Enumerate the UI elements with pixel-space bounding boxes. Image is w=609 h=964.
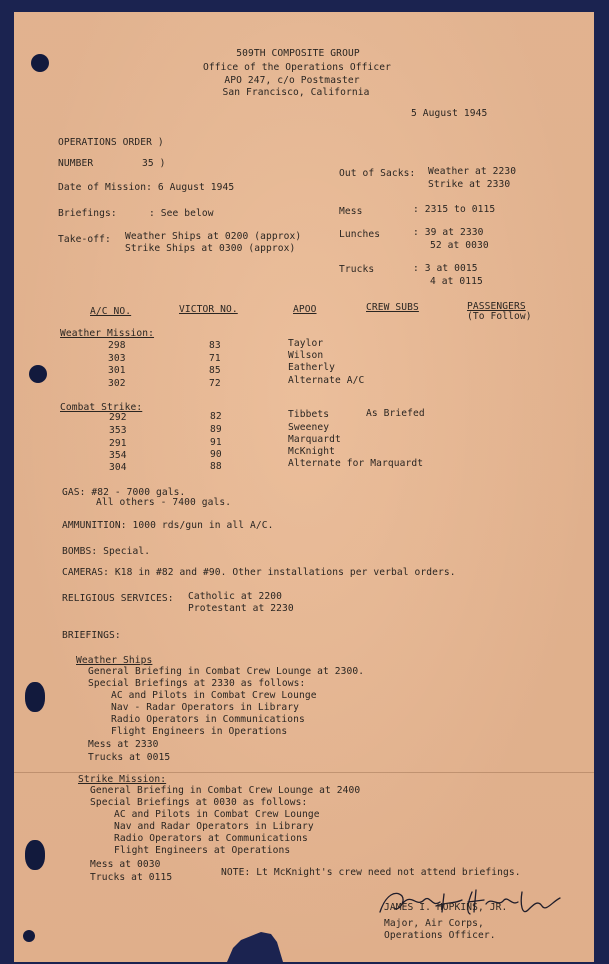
order-number-label: NUMBER — [58, 158, 94, 169]
order-number-value: 35 ) — [142, 158, 166, 169]
strike-briefing-item: AC and Pilots in Combat Crew Lounge — [114, 809, 320, 820]
strike-special-briefings: Special Briefings at 0030 as follows: — [90, 797, 308, 808]
cs-crew: As Briefed — [366, 408, 425, 419]
punch-hole — [25, 840, 45, 870]
ammunition: AMMUNITION: 1000 rds/gun in all A/C. — [62, 520, 274, 531]
sacks-weather: Weather at 2230 — [428, 166, 517, 177]
cs-apoo: Tibbets — [288, 409, 330, 420]
signatory-title: Operations Officer. — [384, 930, 496, 941]
order-label: OPERATIONS ORDER ) — [58, 137, 164, 148]
col-victor-no: VICTOR NO. — [179, 304, 238, 315]
gas-line-2: All others - 7400 gals. — [96, 497, 232, 508]
wm-ac: 303 — [108, 353, 126, 364]
bombs: BOMBS: Special. — [62, 546, 151, 557]
header-apo: APO 247, c/o Postmaster — [224, 75, 360, 86]
col-ac-no: A/C NO. — [90, 306, 132, 317]
cs-apoo: Marquardt — [288, 434, 341, 445]
strike-briefing-item: Radio Operators at Communications — [114, 833, 308, 844]
header-city: San Francisco, California — [222, 87, 370, 98]
takeoff-strike: Strike Ships at 0300 (approx) — [125, 243, 296, 254]
signatory-name: JAMES I. HOPKINS, JR. — [384, 902, 508, 913]
strike-briefing-item: Flight Engineers at Operations — [114, 845, 291, 856]
cs-victor: 82 — [210, 411, 222, 422]
weather-mess: Mess at 2330 — [88, 739, 159, 750]
weather-mission-heading: Weather Mission: — [60, 328, 155, 339]
sacks-strike: Strike at 2330 — [428, 179, 511, 190]
wm-victor: 83 — [209, 340, 221, 351]
lunches-1: : 39 at 2330 — [413, 227, 484, 238]
document-page — [14, 12, 594, 962]
trucks-2: 4 at 0115 — [430, 276, 483, 287]
wm-victor: 71 — [209, 353, 221, 364]
religious-label: RELIGIOUS SERVICES: — [62, 593, 174, 604]
religious-catholic: Catholic at 2200 — [188, 591, 283, 602]
order-date: 5 August 1945 — [411, 108, 488, 119]
lunches-label: Lunches — [339, 229, 381, 240]
fold-line — [14, 772, 594, 773]
punch-hole — [25, 682, 45, 712]
wm-apoo: Alternate A/C — [288, 375, 365, 386]
religious-protestant: Protestant at 2230 — [188, 603, 294, 614]
wm-apoo: Eatherly — [288, 362, 336, 373]
cs-apoo: Alternate for Marquardt — [288, 458, 424, 469]
weather-briefing-item: Nav - Radar Operators in Library — [111, 702, 300, 713]
signatory-rank: Major, Air Corps, — [384, 918, 484, 929]
torn-corner — [227, 930, 283, 962]
briefings-label: Briefings: — [58, 208, 117, 219]
cs-victor: 91 — [210, 437, 222, 448]
sacks-label: Out of Sacks: — [339, 168, 416, 179]
mission-date: Date of Mission: 6 August 1945 — [58, 182, 235, 193]
strike-mess: Mess at 0030 — [90, 859, 161, 870]
wm-victor: 85 — [209, 365, 221, 376]
strike-trucks: Trucks at 0115 — [90, 872, 173, 883]
weather-ships-title: Weather Ships — [76, 655, 153, 666]
weather-trucks: Trucks at 0015 — [88, 752, 171, 763]
cs-ac: 354 — [109, 450, 127, 461]
col-passengers-note: (To Follow) — [467, 311, 532, 322]
takeoff-weather: Weather Ships at 0200 (approx) — [125, 231, 302, 242]
strike-general-briefing: General Briefing in Combat Crew Lounge at 2400 — [90, 785, 361, 796]
cs-apoo: McKnight — [288, 446, 336, 457]
col-passengers: PASSENGERS — [467, 301, 526, 312]
wm-victor: 72 — [209, 378, 221, 389]
cs-ac: 292 — [109, 412, 127, 423]
wm-apoo: Taylor — [288, 338, 324, 349]
weather-briefing-item: Flight Engineers in Operations — [111, 726, 288, 737]
header-org: 509TH COMPOSITE GROUP — [236, 48, 360, 59]
cameras: CAMERAS: K18 in #82 and #90. Other installations per verbal orders. — [62, 567, 456, 578]
briefings-heading: BRIEFINGS: — [62, 630, 121, 641]
cs-ac: 353 — [109, 425, 127, 436]
punch-hole — [23, 930, 35, 942]
weather-briefing-item: Radio Operators in Communications — [111, 714, 305, 725]
wm-ac: 302 — [108, 378, 126, 389]
cs-victor: 88 — [210, 461, 222, 472]
strike-briefing-item: Nav and Radar Operators in Library — [114, 821, 314, 832]
punch-hole — [29, 365, 47, 383]
lunches-2: 52 at 0030 — [430, 240, 489, 251]
strike-mission-title: Strike Mission: — [78, 774, 167, 785]
header-office: Office of the Operations Officer — [202, 62, 392, 73]
cs-ac: 304 — [109, 462, 127, 473]
col-crew-subs: CREW SUBS — [366, 302, 419, 313]
col-apoo: APOO — [293, 304, 317, 315]
weather-general-briefing: General Briefing in Combat Crew Lounge at 2300. — [88, 666, 365, 677]
weather-special-briefings: Special Briefings at 2330 as follows: — [88, 678, 306, 689]
cs-ac: 291 — [109, 438, 127, 449]
takeoff-label: Take-off: — [58, 234, 111, 245]
cs-apoo: Sweeney — [288, 422, 330, 433]
mess-label: Mess — [339, 206, 363, 217]
cs-victor: 89 — [210, 424, 222, 435]
wm-apoo: Wilson — [288, 350, 324, 361]
weather-briefing-item: AC and Pilots in Combat Crew Lounge — [111, 690, 317, 701]
cs-victor: 90 — [210, 449, 222, 460]
gas-line-1: GAS: #82 - 7000 gals. — [62, 487, 186, 498]
note: NOTE: Lt McKnight's crew need not attend briefings. — [221, 867, 521, 878]
wm-ac: 298 — [108, 340, 126, 351]
punch-hole — [31, 54, 49, 72]
briefings-value: : See below — [149, 208, 214, 219]
mess-value: : 2315 to 0115 — [413, 204, 496, 215]
combat-strike-heading: Combat Strike: — [60, 402, 143, 413]
wm-ac: 301 — [108, 365, 126, 376]
trucks-label: Trucks — [339, 264, 375, 275]
trucks-1: : 3 at 0015 — [413, 263, 478, 274]
